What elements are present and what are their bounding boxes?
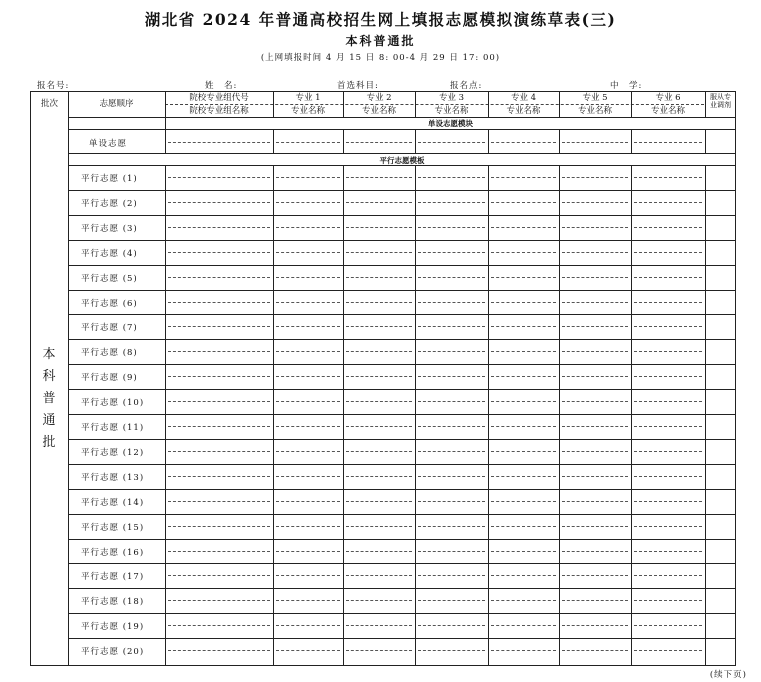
blank-line — [562, 501, 628, 502]
header-major-3: 专业 3 — [438, 93, 465, 103]
parallel-volunteer-label: 平行志愿 (4) — [81, 248, 138, 259]
parallel-volunteer-label: 平行志愿 (9) — [81, 373, 138, 384]
blank-line — [168, 376, 270, 377]
time-note: (上网填报时间 4 月 15 日 8: 00-4 月 29 日 17: 00) — [260, 53, 501, 63]
blank-line — [168, 326, 270, 327]
blank-line — [634, 575, 702, 576]
blank-line — [634, 451, 702, 452]
blank-line — [562, 142, 628, 143]
blank-line — [276, 426, 340, 427]
blank-line — [562, 451, 628, 452]
blank-line — [491, 426, 556, 427]
parallel-header-bottom — [68, 165, 735, 166]
blank-line — [418, 526, 485, 527]
parallel-volunteer-label: 平行志愿 (7) — [81, 323, 138, 334]
blank-line — [491, 252, 556, 253]
col-line — [705, 129, 706, 153]
blank-line — [562, 252, 628, 253]
blank-line — [634, 600, 702, 601]
blank-line — [276, 326, 340, 327]
parallel-volunteer-label: 平行志愿 (8) — [81, 348, 138, 359]
blank-line — [346, 376, 412, 377]
parallel-volunteer-label: 平行志愿 (1) — [81, 174, 138, 184]
blank-line — [346, 526, 412, 527]
blank-line — [634, 351, 702, 352]
col-line — [488, 92, 489, 117]
blank-line — [168, 625, 270, 626]
blank-line — [562, 551, 628, 552]
header-major-name: 专业名称 — [650, 106, 685, 116]
parallel-volunteer-label: 平行志愿 (18) — [81, 597, 145, 608]
col-line — [165, 92, 166, 117]
col-line — [343, 129, 344, 153]
blank-line — [168, 401, 270, 402]
blank-line — [418, 277, 485, 278]
blank-line — [491, 401, 556, 402]
blank-line — [276, 451, 340, 452]
blank-line — [346, 326, 412, 327]
blank-line — [418, 625, 485, 626]
blank-line — [491, 277, 556, 278]
parallel-volunteer-label: 平行志愿 (12) — [81, 447, 145, 458]
parallel-volunteer-label: 平行志愿 (17) — [81, 572, 145, 583]
blank-line — [418, 401, 485, 402]
blank-line — [491, 326, 556, 327]
blank-line — [168, 501, 270, 502]
blank-line — [491, 227, 556, 228]
row-line — [68, 339, 735, 340]
header-major-4: 专业 4 — [510, 93, 537, 103]
blank-line — [634, 426, 702, 427]
blank-line — [634, 376, 702, 377]
blank-line — [168, 600, 270, 601]
blank-line — [491, 600, 556, 601]
blank-line — [562, 227, 628, 228]
exam-site-label: 报名点: — [450, 81, 483, 91]
blank-line — [346, 227, 412, 228]
col-line — [343, 92, 344, 117]
blank-line — [491, 575, 556, 576]
header-major-6: 专业 6 — [655, 93, 681, 103]
blank-line — [168, 451, 270, 452]
blank-line — [562, 476, 628, 477]
row-line — [68, 539, 735, 540]
blank-line — [346, 476, 412, 477]
row-line — [68, 514, 735, 515]
blank-line — [276, 277, 340, 278]
batch-vertical-char: 批 — [42, 435, 56, 450]
blank-line — [418, 351, 485, 352]
parallel-volunteer-label: 平行志愿 (16) — [81, 547, 145, 558]
row-line — [68, 265, 735, 266]
blank-line — [562, 625, 628, 626]
blank-line — [634, 277, 702, 278]
batch-vertical-char: 普 — [42, 391, 56, 406]
form-title: 湖北省 2024 年普通高校招生网上填报志愿模拟演练草表(三) — [144, 10, 617, 29]
blank-line — [418, 551, 485, 552]
blank-line — [562, 326, 628, 327]
blank-line — [491, 302, 556, 303]
blank-line — [346, 600, 412, 601]
col-line — [273, 129, 274, 153]
blank-line — [168, 177, 270, 178]
single-section-label: 单设志愿模块 — [428, 119, 473, 128]
blank-line — [276, 551, 340, 552]
parallel-volunteer-label: 平行志愿 (10) — [81, 398, 145, 409]
row-line — [68, 439, 735, 440]
blank-line — [634, 252, 702, 253]
blank-line — [168, 476, 270, 477]
blank-line — [346, 277, 412, 278]
col-line — [415, 92, 416, 117]
blank-line — [562, 177, 628, 178]
blank-line — [562, 650, 628, 651]
blank-line — [634, 202, 702, 203]
blank-line — [418, 575, 485, 576]
blank-line — [634, 551, 702, 552]
batch-vertical-char: 科 — [42, 369, 56, 384]
blank-line — [276, 142, 340, 143]
blank-line — [562, 302, 628, 303]
blank-line — [276, 600, 340, 601]
parallel-volunteer-label: 平行志愿 (19) — [81, 622, 145, 633]
blank-line — [634, 142, 702, 143]
blank-line — [562, 401, 628, 402]
blank-line — [346, 177, 412, 178]
blank-line — [276, 476, 340, 477]
row-line — [68, 389, 735, 390]
blank-line — [418, 376, 485, 377]
blank-line — [634, 501, 702, 502]
header-college-code: 院校专业组代号 — [189, 93, 249, 103]
blank-line — [491, 351, 556, 352]
blank-line — [346, 252, 412, 253]
name-label: 姓 名: — [205, 81, 238, 91]
blank-line — [346, 650, 412, 651]
header-major-name: 专业名称 — [434, 106, 469, 116]
single-volunteer-label: 单设志愿 — [89, 139, 128, 149]
col-line — [415, 129, 416, 153]
blank-line — [168, 202, 270, 203]
blank-line — [634, 302, 702, 303]
parallel-volunteer-label: 平行志愿 (5) — [81, 273, 138, 284]
blank-line — [491, 625, 556, 626]
blank-line — [168, 575, 270, 576]
blank-line — [346, 625, 412, 626]
col-line — [273, 92, 274, 117]
blank-line — [491, 551, 556, 552]
header-major-name: 专业名称 — [577, 106, 612, 116]
blank-line — [491, 501, 556, 502]
row-line — [68, 215, 735, 216]
blank-line — [418, 252, 485, 253]
blank-line — [562, 600, 628, 601]
parallel-volunteer-label: 平行志愿 (14) — [81, 497, 145, 508]
blank-line — [634, 401, 702, 402]
row-line — [68, 290, 735, 291]
col-line — [488, 129, 489, 153]
blank-line — [562, 376, 628, 377]
blank-line — [346, 426, 412, 427]
blank-line — [346, 302, 412, 303]
header-major-name: 专业名称 — [361, 106, 396, 116]
first-subject-label: 首选科目: — [337, 81, 379, 91]
parallel-volunteer-label: 平行志愿 (13) — [81, 472, 145, 483]
blank-line — [418, 476, 485, 477]
blank-line — [276, 376, 340, 377]
exam-no-label: 报名号: — [37, 81, 70, 91]
blank-line — [418, 177, 485, 178]
blank-line — [276, 625, 340, 626]
col-line — [631, 92, 632, 117]
blank-line — [562, 202, 628, 203]
blank-line — [418, 302, 485, 303]
blank-line — [418, 451, 485, 452]
blank-line — [418, 227, 485, 228]
col-line — [559, 92, 560, 117]
header-major-name: 专业名称 — [506, 106, 541, 116]
blank-line — [491, 650, 556, 651]
col-line — [705, 92, 706, 117]
blank-line — [276, 575, 340, 576]
parallel-volunteer-label: 平行志愿 (3) — [81, 223, 138, 234]
col-line — [165, 129, 166, 153]
parallel-volunteer-label: 平行志愿 (11) — [81, 423, 145, 433]
blank-line — [346, 202, 412, 203]
row-line — [68, 588, 735, 589]
blank-line — [346, 451, 412, 452]
blank-line — [276, 501, 340, 502]
blank-line — [418, 501, 485, 502]
header-obey-adjust: 服从专业调剂 — [710, 93, 731, 109]
blank-line — [491, 177, 556, 178]
header-bottom-line — [68, 117, 735, 118]
blank-line — [562, 426, 628, 427]
row-line — [68, 464, 735, 465]
blank-line — [346, 401, 412, 402]
batch-vertical-char: 本 — [42, 347, 56, 362]
blank-line — [168, 351, 270, 352]
blank-line — [168, 227, 270, 228]
blank-line — [634, 326, 702, 327]
blank-line — [418, 326, 485, 327]
parallel-volunteer-label: 平行志愿 (20) — [81, 647, 145, 658]
blank-line — [346, 575, 412, 576]
blank-line — [562, 575, 628, 576]
blank-line — [276, 252, 340, 253]
blank-line — [491, 476, 556, 477]
blank-line — [346, 501, 412, 502]
blank-line — [168, 302, 270, 303]
blank-line — [168, 252, 270, 253]
blank-line — [491, 202, 556, 203]
school-label: 中 学: — [610, 81, 643, 91]
blank-line — [418, 142, 485, 143]
batch-title: 本科普通批 — [345, 34, 416, 48]
blank-line — [168, 551, 270, 552]
header-major-name: 专业名称 — [290, 106, 325, 116]
blank-line — [634, 227, 702, 228]
blank-line — [562, 526, 628, 527]
header-order: 志愿顺序 — [99, 99, 134, 109]
row-line — [68, 314, 735, 315]
col-line — [631, 129, 632, 153]
blank-line — [634, 625, 702, 626]
blank-line — [634, 476, 702, 477]
parallel-volunteer-label: 平行志愿 (6) — [81, 298, 138, 309]
continue-note: (续下页) — [709, 670, 747, 680]
row-line — [68, 414, 735, 415]
blank-line — [276, 351, 340, 352]
blank-line — [418, 426, 485, 427]
single-row-bottom — [68, 153, 735, 154]
blank-line — [491, 376, 556, 377]
blank-line — [168, 142, 270, 143]
blank-line — [276, 401, 340, 402]
header-major-5: 专业 5 — [582, 93, 608, 103]
blank-line — [276, 227, 340, 228]
blank-line — [562, 351, 628, 352]
row-line — [68, 364, 735, 365]
blank-line — [168, 426, 270, 427]
blank-line — [346, 351, 412, 352]
batch-vertical-label — [32, 344, 66, 454]
header-college-name: 院校专业组名称 — [189, 106, 249, 116]
col-line — [68, 92, 69, 665]
blank-line — [634, 526, 702, 527]
blank-line — [276, 526, 340, 527]
row-line — [68, 190, 735, 191]
blank-line — [276, 177, 340, 178]
single-row-top — [68, 129, 735, 130]
header-major-2: 专业 2 — [366, 93, 392, 103]
blank-line — [346, 551, 412, 552]
parallel-section-label: 平行志愿模板 — [379, 156, 425, 165]
blank-line — [168, 526, 270, 527]
blank-line — [276, 202, 340, 203]
blank-line — [634, 177, 702, 178]
blank-line — [491, 142, 556, 143]
col-line — [165, 117, 166, 129]
parallel-volunteer-label: 平行志愿 (2) — [81, 198, 138, 209]
volunteer-table — [30, 91, 736, 666]
row-line — [68, 563, 735, 564]
row-line — [68, 240, 735, 241]
blank-line — [491, 526, 556, 527]
row-line — [68, 489, 735, 490]
blank-line — [168, 650, 270, 651]
header-major-1: 专业 1 — [295, 93, 321, 103]
blank-line — [346, 142, 412, 143]
batch-vertical-char: 通 — [42, 413, 56, 428]
row-line — [68, 613, 735, 614]
blank-line — [634, 650, 702, 651]
col-line — [559, 129, 560, 153]
blank-line — [418, 600, 485, 601]
header-mid-line — [165, 104, 704, 105]
blank-line — [418, 202, 485, 203]
blank-line — [562, 277, 628, 278]
parallel-volunteer-label: 平行志愿 (15) — [81, 522, 145, 533]
blank-line — [276, 650, 340, 651]
header-batch: 批次 — [40, 99, 58, 109]
blank-line — [276, 302, 340, 303]
blank-line — [491, 451, 556, 452]
row-line — [68, 638, 735, 639]
blank-line — [418, 650, 485, 651]
blank-line — [168, 277, 270, 278]
